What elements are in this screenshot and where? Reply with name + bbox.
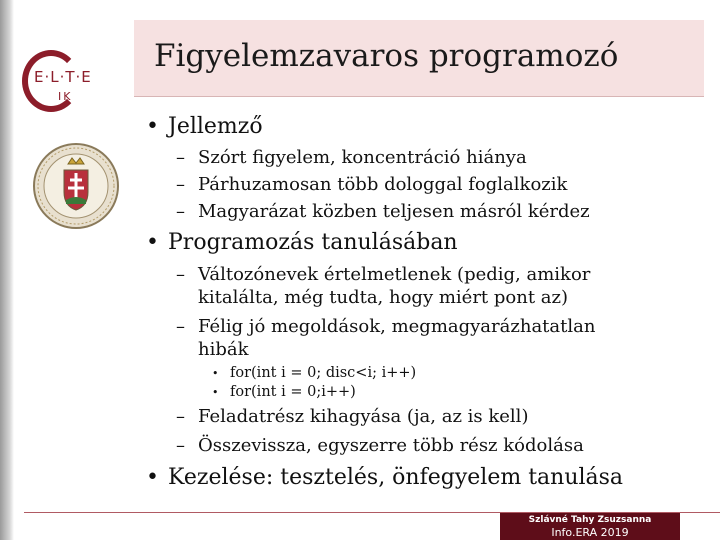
slide-title: Figyelemzavaros programozó (154, 38, 619, 74)
sub-bullet-text: Összevissza, egyszerre több rész kódolása (198, 435, 584, 456)
dash-icon: – (176, 147, 185, 168)
title-box (134, 20, 704, 97)
sub-bullet (176, 264, 590, 285)
sub-bullet (176, 147, 527, 168)
bullet-icon: • (212, 367, 219, 380)
sub-bullet-continuation (198, 287, 568, 308)
sub-bullet-text: hibák (198, 339, 249, 360)
sub-bullet-text: Magyarázat közben teljesen másról kérdez (198, 201, 590, 222)
bullet-kezelese (146, 465, 623, 490)
logo-ik: IK (58, 90, 73, 103)
sub-bullet (176, 201, 590, 222)
university-seal-icon (28, 140, 124, 230)
code-text: for(int i = 0;i++) (230, 384, 356, 400)
sub-bullet (176, 406, 528, 427)
dash-icon: – (176, 316, 185, 337)
dash-icon: – (176, 406, 185, 427)
dash-icon: – (176, 264, 185, 285)
sub-bullet-text: kitalálta, még tudta, hogy miért pont az) (198, 287, 569, 308)
sub-bullet-text: Szórt figyelem, koncentráció hiánya (198, 147, 527, 168)
code-bullet (212, 384, 356, 400)
dash-icon: – (176, 174, 185, 195)
bullet-text: Kezelése: tesztelés, önfegyelem tanulása (168, 465, 624, 490)
bullet-icon: • (212, 386, 219, 399)
sub-bullet (176, 316, 595, 337)
bullet-jellemzo (146, 114, 263, 139)
footer-event: Info.ERA 2019 (551, 526, 629, 539)
bullet-icon: • (146, 230, 159, 255)
bullet-programozas (146, 230, 458, 255)
footer-author: Szlávné Tahy Zsuzsanna (528, 515, 652, 525)
code-bullet (212, 365, 416, 381)
sub-bullet-text: Változónevek értelmetlenek (pedig, amikor (198, 264, 591, 285)
logo-letters: E·L·T·E (34, 68, 92, 86)
code-text: for(int i = 0; disc<i; i++) (230, 365, 417, 381)
sub-bullet-continuation (198, 339, 249, 360)
elte-ik-logo (22, 48, 112, 118)
left-gradient-bar (0, 0, 14, 540)
footer-box (500, 513, 680, 540)
sub-bullet (176, 435, 584, 456)
sub-bullet-text: Félig jó megoldások, megmagyarázhatatlan (198, 316, 596, 337)
dash-icon: – (176, 435, 185, 456)
sub-bullet-text: Párhuzamosan több dologgal foglalkozik (198, 174, 568, 195)
dash-icon: – (176, 201, 185, 222)
bullet-icon: • (146, 465, 159, 490)
sub-bullet-text: Feladatrész kihagyása (ja, az is kell) (198, 406, 529, 427)
bullet-icon: • (146, 114, 159, 139)
bullet-text: Programozás tanulásában (168, 230, 458, 255)
sub-bullet (176, 174, 567, 195)
bullet-text: Jellemző (168, 114, 263, 139)
